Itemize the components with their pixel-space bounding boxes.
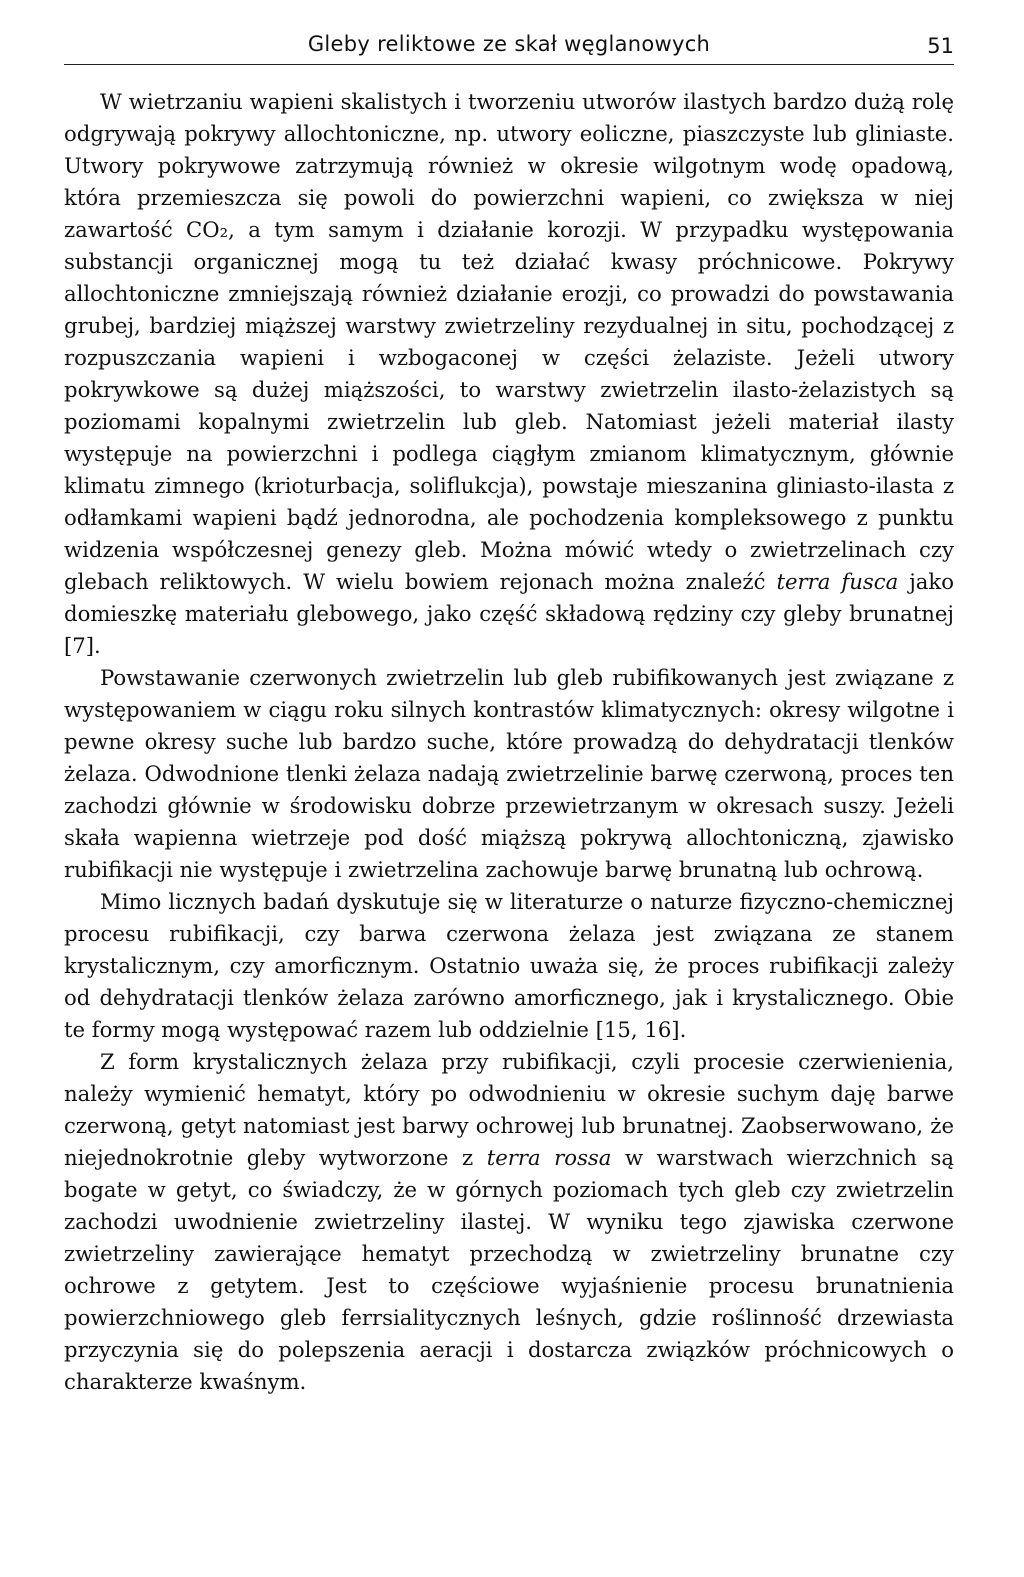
paragraph-1-text-a: W wietrzaniu wapieni skalistych i tworzeniu utworów ilastych bardzo dużą rolę odgrywają pokrywy allochtoniczne, np. utwory eoliczne, piaszczyste lub gliniaste. Utwory pokrywowe zatrzymują również w okresie wilgotnym wodę opadową, która przemieszcza się powoli do powierzchni wapieni, co zwiększa w niej zawartość CO₂, a tym samym i działanie korozji. W przypadku występowania substancji organicznej mogą tu też działać kwasy próchnicowe. Pokrywy allochtoniczne zmniejszają również działanie erozji, co prowadzi do powstawania grubej, bardziej miąższej warstwy zwietrzeliny rezydualnej in situ, pochodzącej z rozpuszczania wapieni i wzbogaconej w części żelaziste. Jeżeli utwory pokrywkowe są dużej miąższości, to warstwy zwietrzelin ilasto-żelazistych są poziomami kopalnymi zwietrzelin lub gleb. Natomiast jeżeli materiał ilasty występuje na powierzchni i podlega ciągłym zmianom klimatycznym, głównie klimatu zimnego (krioturbacja, soliflukcja), powstaje mieszanina gliniasto-ilasta z odłamkami wapieni bądź jednorodna, ale pochodzenia kompleksowego z punktu widzenia współczesnej genezy gleb. Można mówić wtedy o zwietrzelinach czy glebach reliktowych. W wielu bowiem rejonach można znaleźć <box>64 89 954 594</box>
paragraph-4-text-a: Z form krystalicznych żelaza przy rubifikacji, czyli procesie czerwienienia, należy wymienić hematyt, który po odwodnieniu w okresie suchym daję barwe czerwoną, getyt natomiast jest barwy ochrowej lub brunatnej. Zaobserwowano, że niejednokrotnie gleby wytworzone z <box>64 1049 954 1170</box>
document-page <box>64 28 954 1398</box>
page-number: 51 <box>927 34 954 58</box>
running-header <box>64 28 954 65</box>
paragraph-4-text-b: w warstwach wierzchnich są bogate w getyt, co świadczy, że w górnych poziomach tych gleb czy zwietrzelin zachodzi uwodnienie zwietrzeliny ilastej. W wyniku tego zjawiska czerwone zwietrzeliny zawierające hematyt przechodzą w zwietrzeliny brunatne czy ochrowe z getytem. Jest to częściowe wyjaśnienie procesu brunatnienia powierzchniowego gleb ferrsialitycznych leśnych, gdzie roślinność drzewiasta przyczynia się do polepszenia aeracji i dostarcza związków próchnicowych o charakterze kwaśnym. <box>64 1145 954 1394</box>
paragraph-4-term-terra-rossa: terra rossa <box>486 1145 612 1170</box>
paragraph-4 <box>64 1046 954 1398</box>
paragraph-2 <box>64 662 954 886</box>
running-title: Gleby reliktowe ze skał węglanowych <box>307 32 711 56</box>
paragraph-1 <box>64 86 954 662</box>
body-text <box>64 86 954 1398</box>
paragraph-2-text: Powstawanie czerwonych zwietrzelin lub gleb rubifikowanych jest związane z występowaniem w ciągu roku silnych kontrastów klimatycznych: okresy wilgotne i pewne okresy suche lub bardzo suche, które prowadzą do dehydratacji tlenków żelaza. Odwodnione tlenki żelaza nadają zwietrzelinie barwę czerwoną, proces ten zachodzi głównie w środowisku dobrze przewietrzanym w okresach suszy. Jeżeli skała wapienna wietrzeje pod dość miąższą pokrywą allochtoniczną, zjawisko rubifikacji nie występuje i zwietrzelina zachowuje barwę brunatną lub ochrową. <box>64 665 954 882</box>
paragraph-3-text: Mimo licznych badań dyskutuje się w literaturze o naturze fizyczno-chemicznej procesu rubifikacji, czy barwa czerwona żelaza jest związana ze stanem krystalicznym, czy amorficznym. Ostatnio uważa się, że proces rubifikacji zależy od dehydratacji tlenków żelaza zarówno amorficznego, jak i krystalicznego. Obie te formy mogą występować razem lub oddzielnie [15, 16]. <box>64 889 954 1042</box>
paragraph-1-text-b: jako domieszkę materiału glebowego, jako część składową rędziny czy gleby brunatnej [7]. <box>64 569 954 658</box>
paragraph-3 <box>64 886 954 1046</box>
paragraph-1-term-terra-fusca: terra fusca <box>776 569 899 594</box>
